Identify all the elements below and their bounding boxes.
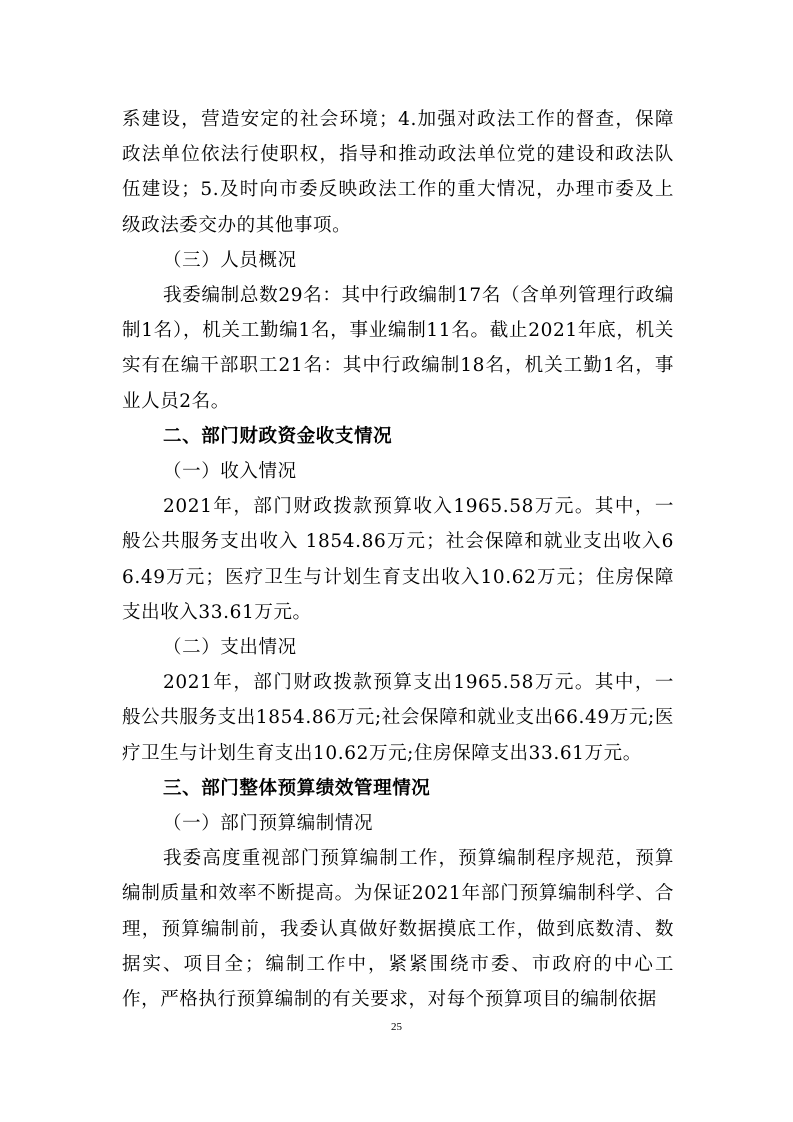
- heading-fund-revenue-expenditure: 二、部门财政资金收支情况: [163, 425, 393, 447]
- heading-budget-performance: 三、部门整体预算绩效管理情况: [163, 777, 431, 799]
- subheading-budget-preparation: （一）部门预算编制情况: [163, 813, 374, 835]
- paragraph-duties-continued: 系建设，营造安定的社会环境；4.加强对政法工作的督查，保障政法单位依法行使职权，指导和推动政法单位党的建设和政法队伍建设；5.及时向市委反映政法工作的重大情况，办理市委及上级政法委交办的其他事项。: [122, 109, 674, 236]
- paragraph-expenditure: 2021年，部门财政拨款预算支出1965.58万元。其中，一般公共服务支出1854.86万元;社会保障和就业支出66.49万元;医疗卫生与计划生育支出10.62万元;住房保障支出33.61万元。: [122, 672, 674, 764]
- paragraph-budget-preparation: 我委高度重视部门预算编制工作，预算编制程序规范，预算编制质量和效率不断提高。为保证2021年部门预算编制科学、合理，预算编制前，我委认真做好数据摸底工作，做到底数清、数据实、项目全；编制工作中，紧紧围绕市委、市政府的中心工作，严格执行预算编制的有关要求，对每个预算项目的编制依据: [122, 848, 674, 1011]
- subheading-staff-overview: （三）人员概况: [163, 249, 297, 271]
- paragraph-revenue: 2021年，部门财政拨款预算收入1965.58万元。其中，一般公共服务支出收入 1854.86万元；社会保障和就业支出收入66.49万元；医疗卫生与计划生育支出收入10.62万元；住房保障支出收入33.61万元。: [122, 496, 674, 623]
- page-number: 25: [391, 1021, 402, 1033]
- document-body: [122, 102, 674, 1017]
- subheading-revenue: （一）收入情况: [163, 461, 297, 483]
- paragraph-staff-overview: 我委编制总数29名：其中行政编制17名（含单列管理行政编制1名），机关工勤编1名，事业编制11名。截止2021年底，机关实有在编干部职工21名：其中行政编制18名，机关工勤1名，事业人员2名。: [122, 285, 674, 412]
- subheading-expenditure: （二）支出情况: [163, 637, 297, 659]
